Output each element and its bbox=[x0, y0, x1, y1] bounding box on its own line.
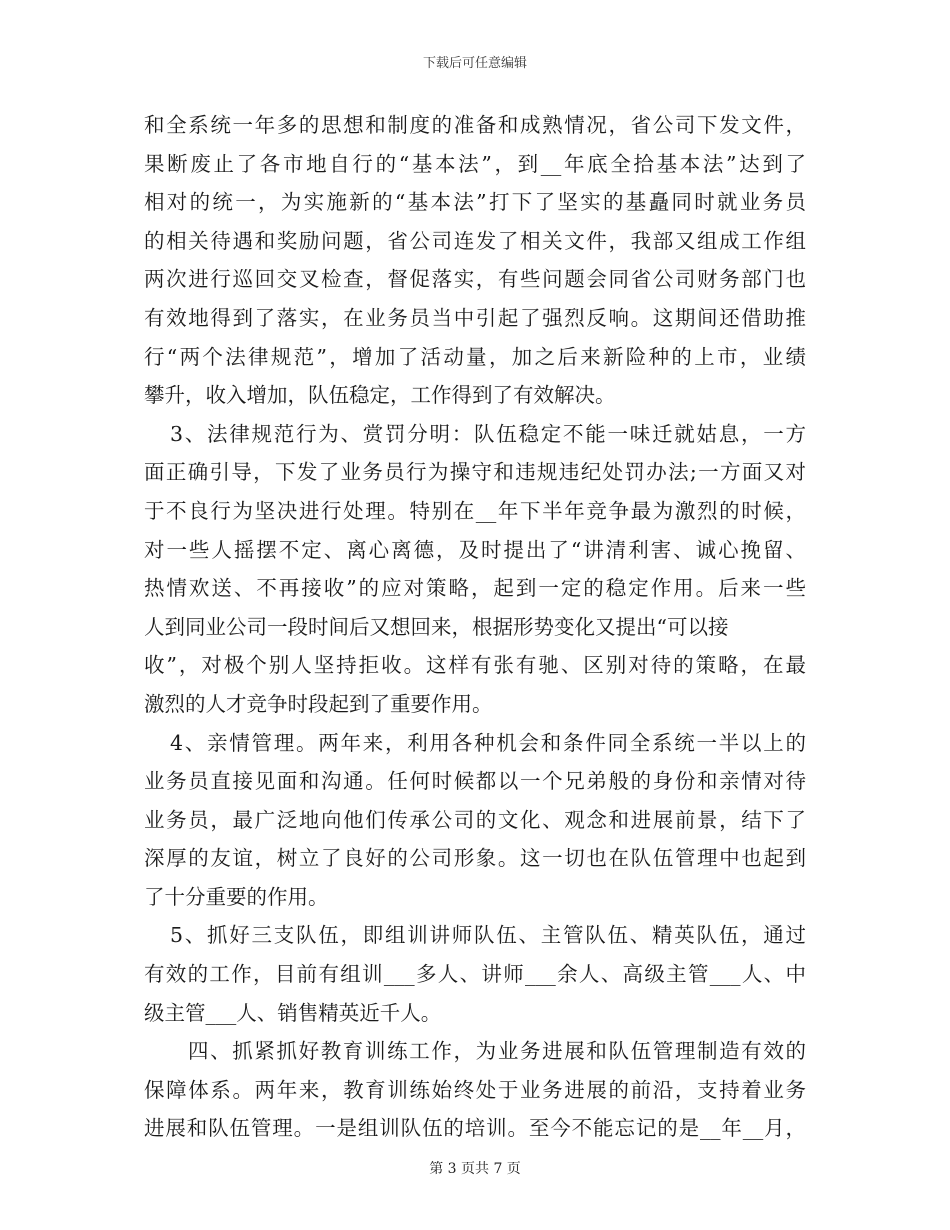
paragraph-line: 业务员，最广泛地向他们传承公司的文化、观念和进展前景，结下了 bbox=[144, 807, 806, 832]
paragraph-line: 两次进行巡回交叉检查，督促落实，有些问题会同省公司财务部门也 bbox=[144, 267, 806, 292]
page-number: 第 3 页共 7 页 bbox=[429, 1161, 521, 1177]
page-header: 下载后可任意编辑 bbox=[422, 56, 527, 71]
paragraph-line: 保障体系。两年来，教育训练始终处于业务进展的前沿，支持着业务 bbox=[144, 1077, 806, 1102]
paragraph-line: 相对的统一，为实施新的“基本法”打下了坚实的基矗同时就业务员 bbox=[144, 190, 806, 215]
paragraph-line: 级主管___人、销售精英近千人。 bbox=[144, 1000, 442, 1025]
paragraph-line: 行“两个法律规范”，增加了活动量，加之后来新险种的上市，业绩 bbox=[144, 344, 806, 369]
paragraph-line: 收”，对极个别人坚持拒收。这样有张有驰、区别对待的策略，在最 bbox=[144, 653, 806, 678]
paragraph-line: 面正确引导，下发了业务员行为操守和违规违纪处罚办法;一方面又对 bbox=[144, 460, 806, 485]
paragraph-line: 四、抓紧抓好教育训练工作，为业务进展和队伍管理制造有效的 bbox=[188, 1039, 806, 1064]
paragraph-line: 和全系统一年多的思想和制度的准备和成熟情况，省公司下发文件， bbox=[144, 113, 806, 137]
paragraph-line: 3、法律规范行为、赏罚分明：队伍稳定不能一味迁就姑息，一方 bbox=[170, 421, 806, 446]
paragraph-line: 于不良行为坚决进行处理。特别在__年下半年竞争最为激烈的时候， bbox=[144, 498, 806, 523]
paragraph-line: 进展和队伍管理。一是组训队伍的培训。至今不能忘记的是__年__月， bbox=[144, 1116, 806, 1141]
paragraph-line: 4、亲情管理。两年来，利用各种机会和条件同全系统一半以上的 bbox=[170, 730, 806, 755]
paragraph-line: 果断废止了各市地自行的“基本法”，到__年底全拾基本法”达到了 bbox=[144, 151, 806, 176]
paragraph-line: 的相关待遇和奖励问题，省公司连发了相关文件，我部又组成工作组 bbox=[144, 228, 806, 253]
paragraph-line: 了十分重要的作用。 bbox=[144, 884, 329, 909]
paragraph-line: 热情欢送、不再接收”的应对策略，起到一定的稳定作用。后来一些 bbox=[144, 576, 806, 601]
paragraph-line: 攀升，收入增加，队伍稳定，工作得到了有效解决。 bbox=[144, 383, 616, 408]
paragraph-line: 人到同业公司一段时间后又想回来，根据形势变化又提出“可以接 bbox=[144, 614, 729, 639]
paragraph-line: 激烈的人才竞争时段起到了重要作用。 bbox=[144, 691, 493, 716]
paragraph-line: 有效地得到了落实，在业务员当中引起了强烈反响。这期间还借助推 bbox=[144, 305, 806, 330]
paragraph-line: 有效的工作，目前有组训___多人、讲师___余人、高级主管___人、中 bbox=[144, 962, 806, 987]
paragraph-line: 深厚的友谊，树立了良好的公司形象。这一切也在队伍管理中也起到 bbox=[144, 846, 806, 871]
paragraph-line: 对一些人摇摆不定、离心离德，及时提出了“讲清利害、诚心挽留、 bbox=[144, 537, 806, 562]
document-body bbox=[144, 106, 806, 1148]
paragraph-line: 5、抓好三支队伍，即组训讲师队伍、主管队伍、精英队伍，通过 bbox=[170, 923, 806, 948]
paragraph-line: 业务员直接见面和沟通。任何时候都以一个兄弟般的身份和亲情对待 bbox=[144, 769, 806, 794]
